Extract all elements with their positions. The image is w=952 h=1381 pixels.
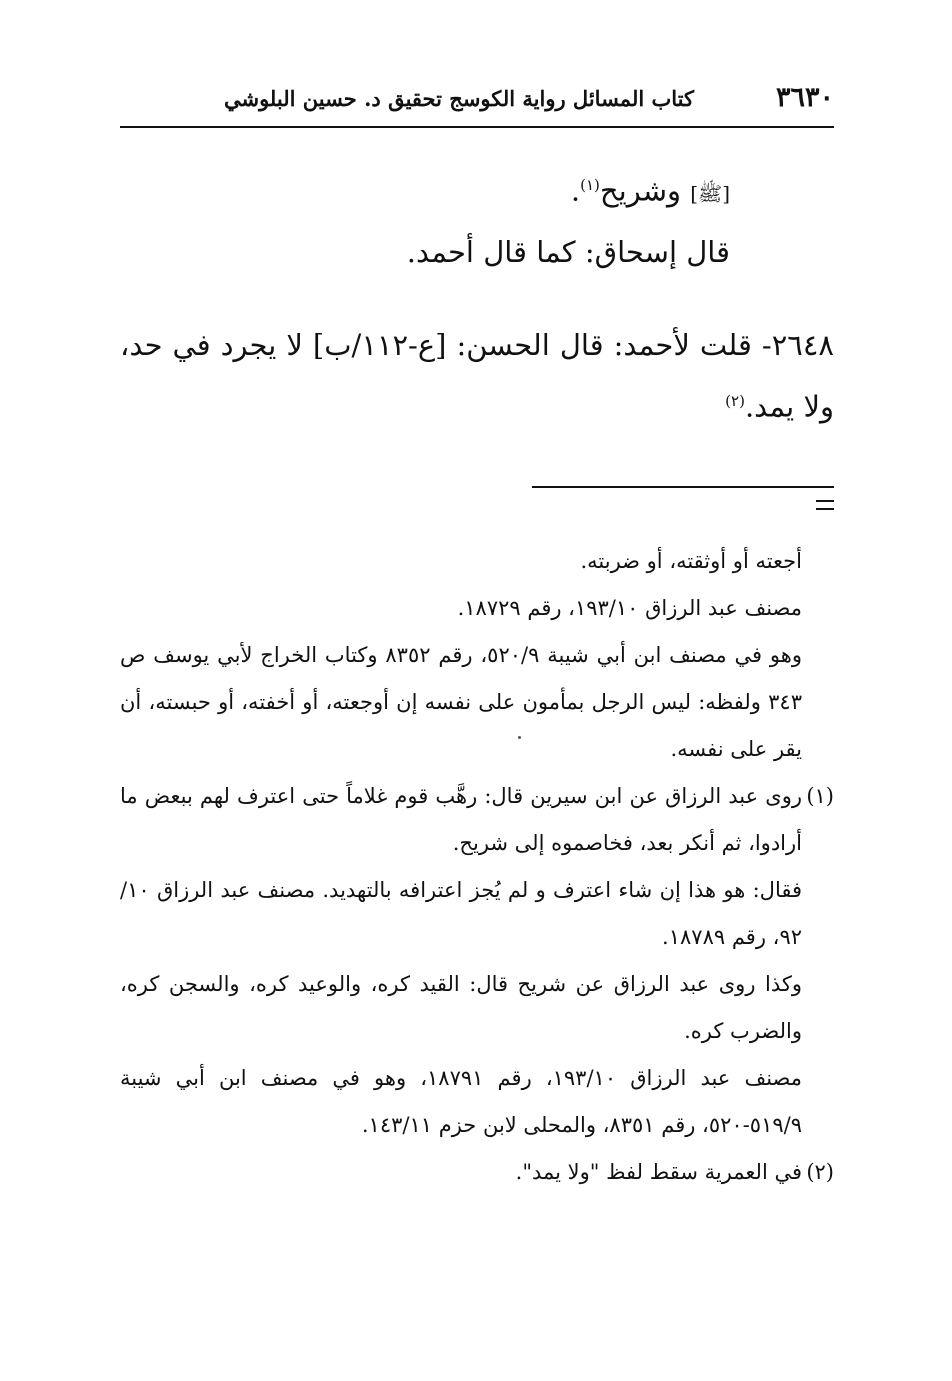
footnote-2-text: في العمرية سقط لفظ "ولا يمد".: [515, 1160, 802, 1184]
footnote-1-paragraph-1: روى عبد الرزاق عن ابن سيرين قال: رهَّب قوم غلاماً حتى اعترف لهم ببعض ما أرادوا، ثم أنكر بعد، فخاصموه إلى شريح.: [120, 784, 802, 855]
question-2648: [120, 317, 834, 435]
continued-footnote-mark: [816, 500, 834, 510]
honorific-symbol: [ﷺ]: [690, 181, 730, 206]
page-header: [120, 82, 834, 128]
footnote-1-paragraph-3: وكذا روى عبد الرزاق عن شريح قال: القيد كره، والوعيد كره، والسجن كره، والضرب كره.: [120, 972, 802, 1043]
running-title: كتاب المسائل رواية الكوسج تحقيق د. حسين البلوشي: [223, 86, 694, 111]
footnote-rule: [532, 486, 834, 488]
footnote-ref-1[interactable]: (١): [580, 176, 600, 194]
footnote-1: [120, 773, 834, 1149]
question-text: ٢٦٤٨- قلت لأحمد: قال الحسن: [ع-١١٢/ب] لا يجرد في حد، ولا يمد.: [120, 327, 834, 424]
page-number: ٣٦٣٠: [775, 82, 834, 113]
footnote-ref-2[interactable]: (٢): [725, 391, 745, 410]
footnote-1-number: (١): [806, 784, 834, 808]
footnote-continuation-line: أجعته أو أوثقته، أو ضربته.: [580, 549, 802, 573]
main-line-1-text: وشريح: [599, 173, 691, 208]
footnote-2-number: (٢): [806, 1160, 834, 1184]
main-line-1: [120, 160, 834, 219]
footnote-1-paragraph-4: مصنف عبد الرزاق ١٩٣/١٠، رقم ١٨٧٩١، وهو في مصنف ابن أبي شيبة ٥١٩/٩-٥٢٠، رقم ٨٣٥١، والمحلى لابن حزم ١٤٣/١١.: [120, 1066, 802, 1137]
footnote-2: [120, 1149, 834, 1196]
main-line-1-end: .: [570, 173, 581, 208]
footnote-1-paragraph-2: فقال: هو هذا إن شاء اعترف و لم يُجز اعترافه بالتهديد. مصنف عبد الرزاق ١٠/ ٩٢، رقم ١٨٧٨٩.: [120, 878, 802, 949]
footnotes: [120, 538, 834, 1196]
footnote-continuation-line: مصنف عبد الرزاق ١٩٣/١٠، رقم ١٨٧٢٩.: [457, 596, 802, 620]
scan-speck: [518, 736, 521, 739]
main-line-2: قال إسحاق: كما قال أحمد.: [406, 234, 730, 269]
main-text: [120, 160, 834, 434]
footnote-continuation-paragraph: وهو في مصنف ابن أبي شيبة ٥٢٠/٩، رقم ٨٣٥٢ وكتاب الخراج لأبي يوسف ص ٣٤٣ ولفظه: ليس الرجل بمأمون على نفسه إن أوجعته، أو أخفته، أو حبسته، أن يقر على نفسه.: [120, 643, 802, 761]
footnote-separator: [120, 486, 834, 516]
